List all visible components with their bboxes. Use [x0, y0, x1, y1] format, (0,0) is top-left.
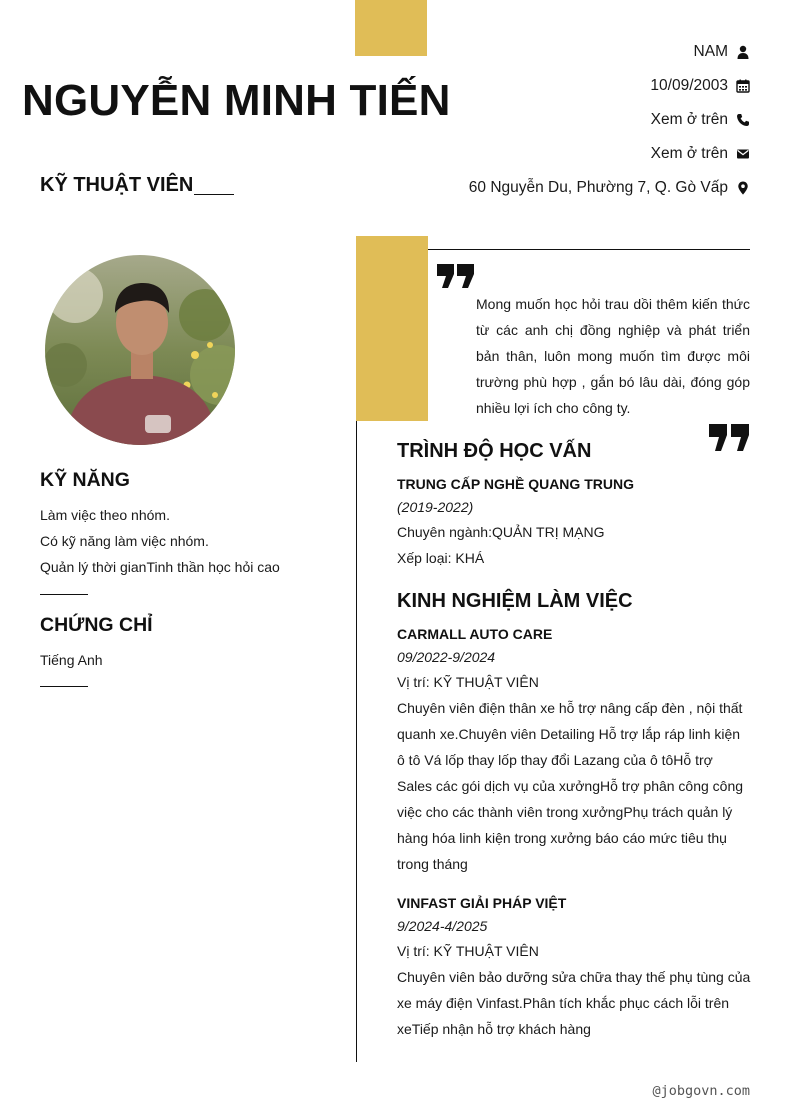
certificate-item: Tiếng Anh [40, 652, 103, 668]
education-heading: TRÌNH ĐỘ HỌC VẤN [397, 440, 592, 462]
contact-address-value: 60 Nguyễn Du, Phường 7, Q. Gò Vấp [468, 179, 728, 196]
quote-top-rule [428, 249, 750, 250]
education-school: TRUNG CẤP NGHỀ QUANG TRUNG [397, 476, 634, 492]
column-divider [356, 421, 357, 1062]
contact-birthday-value: 10/09/2003 [650, 77, 728, 94]
job-period: 09/2022-9/2024 [397, 649, 496, 665]
job-period: 9/2024-4/2025 [397, 918, 488, 934]
skill-item: Quản lý thời gianTinh thần học hỏi cao [40, 559, 280, 575]
accent-block-quote [356, 236, 428, 421]
contact-address [350, 177, 750, 199]
skills-heading: KỸ NĂNG [40, 469, 130, 491]
job-position: Vị trí: KỸ THUẬT VIÊN [397, 943, 539, 959]
calendar-icon [736, 79, 750, 93]
watermark: @jobgovn.com [652, 1083, 750, 1099]
job-title-rule [194, 194, 234, 195]
education-major: Chuyên ngành:QUẢN TRỊ MẠNG [397, 524, 605, 540]
certificates-heading: CHỨNG CHỈ [40, 614, 153, 636]
quote-open-icon [437, 264, 475, 288]
candidate-name: NGUYỄN MINH TIẾN [22, 76, 451, 125]
contact-gender [420, 41, 750, 63]
skill-item: Có kỹ năng làm việc nhóm. [40, 533, 209, 549]
education-grade: Xếp loại: KHÁ [397, 550, 485, 566]
contact-gender-value: NAM [693, 43, 728, 60]
contact-email-value: Xem ở trên [650, 145, 728, 162]
certificates-rule [40, 686, 88, 687]
education-period: (2019-2022) [397, 499, 474, 515]
quote-close-icon [709, 424, 750, 451]
job-title [40, 174, 234, 197]
objective-text: Mong muốn học hỏi trau dồi thêm kiến thức từ các anh chị đồng nghiệp và phát triển bản thân, luôn mong muốn tìm được môi trường phù hợp , gắn bó lâu dài, đóng góp nhiều lợi ích cho công ty. [476, 296, 750, 416]
skills-rule [40, 594, 88, 595]
contact-phone [420, 109, 750, 131]
phone-icon [736, 113, 750, 127]
contact-birthday [420, 75, 750, 97]
skill-item: Làm việc theo nhóm. [40, 507, 170, 523]
person-icon [736, 45, 750, 59]
job-company: CARMALL AUTO CARE [397, 626, 553, 642]
location-pin-icon [736, 181, 750, 195]
experience-heading: KINH NGHIỆM LÀM VIỆC [397, 590, 633, 612]
job-description: Chuyên viên bảo dưỡng sửa chữa thay thế phụ tùng của xe máy điện Vinfast.Phân tích khắc phục cách lỗi trên xeTiếp nhận hỗ trợ khách hàng [397, 969, 751, 1037]
job-position: Vị trí: KỸ THUẬT VIÊN [397, 674, 539, 690]
profile-photo [45, 255, 235, 445]
job-title-text: KỸ THUẬT VIÊN [40, 174, 194, 196]
contact-email [420, 143, 750, 165]
job-company: VINFAST GIẢI PHÁP VIỆT [397, 895, 567, 911]
accent-block-top [355, 0, 427, 56]
contact-phone-value: Xem ở trên [650, 111, 728, 128]
mail-icon [736, 147, 750, 161]
job-description: Chuyên viên điện thân xe hỗ trợ nâng cấp đèn , nội thất quanh xe.Chuyên viên Detailing Hỗ trợ lắp ráp linh kiện ô tô Vá lốp thay lốp thay đổi Lazang của ô tôHỗ trợ Sales các gói dịch vụ của xưởngHỗ trợ phân công công việc cho các thành viên trong xưởngPhụ trách quản lý hàng hóa linh kiện trong xưởng báo cáo mức tiêu thụ trong tháng [397, 700, 744, 872]
